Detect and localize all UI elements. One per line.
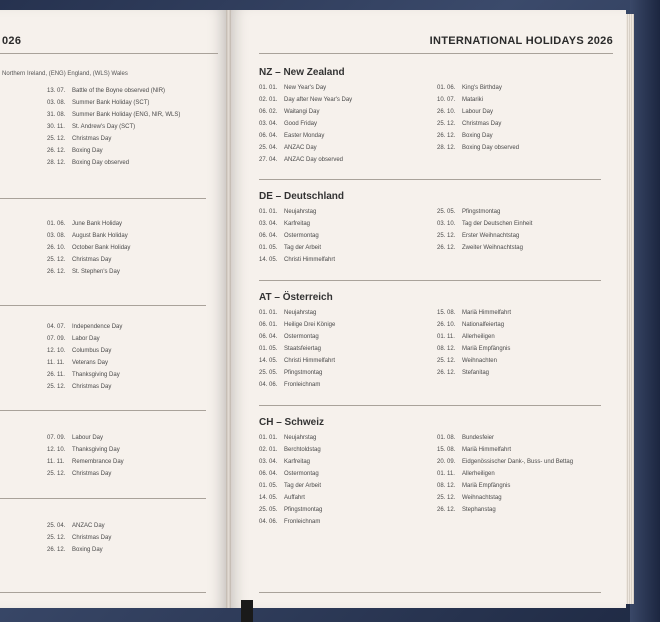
holiday-name: Boxing Day [462, 133, 493, 139]
holiday-date: 01. 01. [259, 209, 278, 215]
holiday-row [259, 82, 352, 94]
holiday-row [437, 94, 519, 106]
holiday-name: Stephanstag [462, 507, 496, 513]
holiday-name: Independence Day [72, 324, 123, 330]
holiday-row [47, 230, 130, 242]
ch-holidays-col2 [437, 432, 573, 516]
holiday-row [437, 230, 532, 242]
holiday-name: Christmas Day [462, 121, 502, 127]
holiday-name: August Bank Holiday [72, 233, 128, 239]
holiday-name: Boxing Day [72, 148, 103, 154]
holiday-row [437, 355, 511, 367]
at-holidays-col1 [259, 307, 335, 391]
holiday-date: 01. 01. [259, 435, 278, 441]
holiday-name: Heilige Drei Könige [284, 322, 336, 328]
holiday-row [47, 242, 130, 254]
holiday-date: 28. 12. [47, 160, 66, 166]
holiday-row [47, 109, 180, 121]
holiday-date: 08. 12. [437, 346, 456, 352]
holiday-name: Pfingstmontag [284, 370, 323, 376]
holiday-name: Stefanitag [462, 370, 490, 376]
holiday-name: June Bank Holiday [72, 221, 123, 227]
holiday-name: Fronleichnam [284, 519, 321, 525]
holiday-row [437, 492, 573, 504]
holiday-row [437, 82, 519, 94]
holiday-name: Weihnachtstag [462, 495, 502, 501]
ca-holiday-list [47, 432, 124, 480]
nz-holidays-col1 [259, 82, 352, 166]
holiday-date: 26. 12. [47, 148, 66, 154]
us-holiday-list [47, 321, 122, 393]
holiday-date: 31. 08. [47, 112, 66, 118]
holiday-date: 25. 05. [259, 370, 278, 376]
header-rule [259, 53, 613, 54]
holiday-date: 26. 12. [437, 133, 456, 139]
holiday-date: 03. 10. [437, 221, 456, 227]
ch-holidays-col1 [259, 432, 322, 528]
holiday-row [47, 85, 180, 97]
holiday-name: King's Birthday [462, 85, 502, 91]
holiday-name: New Year's Day [284, 85, 327, 91]
holiday-date: 04. 07. [47, 324, 66, 330]
holiday-row [437, 130, 519, 142]
holiday-date: 25. 04. [259, 145, 278, 151]
holiday-date: 04. 06. [259, 519, 278, 525]
holiday-name: Labour Day [72, 435, 104, 441]
holiday-date: 26. 12. [437, 370, 456, 376]
holiday-name: Neujahrstag [284, 435, 317, 441]
holiday-row [259, 468, 322, 480]
holiday-row [47, 97, 180, 109]
holiday-date: 07. 09. [47, 435, 66, 441]
holiday-date: 25. 12. [437, 233, 456, 239]
holiday-name: Allerheiligen [462, 334, 495, 340]
holiday-name: Staatsfeiertag [284, 346, 322, 352]
holiday-row [437, 106, 519, 118]
holiday-date: 15. 08. [437, 310, 456, 316]
holiday-row [437, 480, 573, 492]
holiday-name: Tag der Arbeit [284, 245, 322, 251]
holiday-date: 25. 12. [47, 384, 66, 390]
holiday-row [47, 468, 124, 480]
holiday-name: Karfreitag [284, 459, 311, 465]
holiday-row [437, 468, 573, 480]
holiday-date: 27. 04. [259, 157, 278, 163]
holiday-row [437, 432, 573, 444]
holiday-date: 06. 04. [259, 334, 278, 340]
nz-heading: NZ – New Zealand [259, 67, 345, 78]
holiday-row [47, 444, 124, 456]
left-page-header: 026 [2, 35, 22, 47]
holiday-row [259, 307, 335, 319]
holiday-date: 03. 08. [47, 233, 66, 239]
holiday-date: 11. 11. [47, 360, 65, 366]
section-rule [259, 405, 601, 406]
holiday-date: 26. 12. [437, 245, 456, 251]
holiday-date: 14. 05. [259, 257, 278, 263]
holiday-row [47, 345, 122, 357]
holiday-date: 08. 12. [437, 483, 456, 489]
holiday-name: ANZAC Day observed [284, 157, 344, 163]
holiday-row [47, 357, 122, 369]
holiday-row [259, 130, 352, 142]
holiday-name: St. Stephen's Day [72, 269, 120, 275]
holiday-row [259, 456, 322, 468]
holiday-name: Ostermontag [284, 233, 319, 239]
holiday-date: 01. 05. [259, 245, 278, 251]
section-rule [259, 280, 601, 281]
holiday-date: 14. 05. [259, 495, 278, 501]
holiday-date: 25. 12. [47, 535, 66, 541]
holiday-name: Summer Bank Holiday (ENG, NIR, WLS) [72, 112, 181, 118]
holiday-name: Eidgenössischer Dank-, Buss- und Bettag [462, 459, 574, 465]
holiday-name: St. Andrew's Day (SCT) [72, 124, 136, 130]
holiday-row [47, 218, 130, 230]
at-holidays-col2 [437, 307, 511, 379]
holiday-name: Weihnachten [462, 358, 497, 364]
section-rule [0, 592, 206, 593]
holiday-name: Good Friday [284, 121, 318, 127]
holiday-date: 25. 05. [437, 209, 456, 215]
holiday-row [437, 206, 532, 218]
holiday-name: Neujahrstag [284, 310, 317, 316]
holiday-date: 28. 12. [437, 145, 456, 151]
holiday-name: Christmas Day [72, 257, 112, 263]
holiday-row [259, 254, 335, 266]
holiday-row [259, 504, 322, 516]
holiday-row [437, 319, 511, 331]
holiday-row [47, 321, 122, 333]
holiday-date: 01. 08. [437, 435, 456, 441]
holiday-name: Day after New Year's Day [284, 97, 353, 103]
holiday-date: 26. 12. [47, 269, 66, 275]
holiday-date: 12. 10. [47, 348, 66, 354]
holiday-row [437, 444, 573, 456]
holiday-row [259, 142, 352, 154]
holiday-date: 25. 12. [437, 121, 456, 127]
holiday-date: 01. 06. [437, 85, 456, 91]
holiday-name: Tag der Arbeit [284, 483, 322, 489]
holiday-name: Veterans Day [72, 360, 109, 366]
holiday-name: Fronleichnam [284, 382, 321, 388]
holiday-row [47, 532, 111, 544]
holiday-name: Labour Day [462, 109, 494, 115]
right-page [231, 10, 626, 608]
holiday-name: Bundesfeier [462, 435, 495, 441]
holiday-row [259, 516, 322, 528]
holiday-row [259, 106, 352, 118]
holiday-name: Christmas Day [72, 471, 112, 477]
holiday-name: Christi Himmelfahrt [284, 358, 336, 364]
holiday-date: 03. 04. [259, 221, 278, 227]
holiday-name: Christmas Day [72, 535, 112, 541]
holiday-date: 26. 10. [47, 245, 66, 251]
holiday-name: Berchtoldstag [284, 447, 321, 453]
holiday-name: Christmas Day [72, 384, 112, 390]
holiday-name: Pfingstmontag [462, 209, 501, 215]
holiday-name: ANZAC Day [284, 145, 317, 151]
holiday-row [437, 218, 532, 230]
holiday-date: 04. 06. [259, 382, 278, 388]
holiday-name: Auffahrt [284, 495, 305, 501]
ie-holiday-list [47, 218, 130, 278]
holiday-name: Nationalfeiertag [462, 322, 505, 328]
holiday-date: 06. 04. [259, 133, 278, 139]
holiday-row [47, 254, 130, 266]
holiday-name: Mariä Empfängnis [462, 346, 511, 352]
holiday-row [259, 343, 335, 355]
de-holidays-col1 [259, 206, 335, 266]
holiday-row [437, 118, 519, 130]
holiday-date: 25. 12. [47, 471, 66, 477]
section-rule [0, 410, 206, 411]
holiday-name: Labor Day [72, 336, 100, 342]
holiday-row [47, 333, 122, 345]
holiday-name: Neujahrstag [284, 209, 317, 215]
holiday-row [437, 331, 511, 343]
holiday-date: 26. 10. [437, 109, 456, 115]
holiday-date: 10. 07. [437, 97, 456, 103]
holiday-name: Summer Bank Holiday (SCT) [72, 100, 150, 106]
at-heading: AT – Österreich [259, 292, 333, 303]
bookmark-ribbon[interactable] [241, 600, 253, 622]
holiday-row [259, 206, 335, 218]
holiday-date: 13. 07. [47, 88, 66, 94]
holiday-date: 06. 01. [259, 322, 278, 328]
holiday-date: 01. 01. [259, 85, 278, 91]
holiday-row [259, 432, 322, 444]
holiday-name: Tag der Deutschen Einheit [462, 221, 533, 227]
holiday-name: Battle of the Boyne observed (NIR) [72, 88, 166, 94]
holiday-row [437, 343, 511, 355]
uk-region-note: Northern Ireland, (ENG) England, (WLS) Wales [2, 71, 128, 77]
holiday-row [259, 118, 352, 130]
holiday-row [259, 94, 352, 106]
holiday-date: 26. 12. [47, 547, 66, 553]
holiday-row [47, 456, 124, 468]
uk-holiday-list [47, 85, 180, 169]
holiday-date: 25. 12. [437, 495, 456, 501]
holiday-name: Mariä Himmelfahrt [462, 447, 512, 453]
holiday-row [437, 367, 511, 379]
holiday-row [47, 381, 122, 393]
holiday-name: Ostermontag [284, 471, 319, 477]
holiday-date: 20. 09. [437, 459, 456, 465]
holiday-name: Pfingstmontag [284, 507, 323, 513]
holiday-name: October Bank Holiday [72, 245, 131, 251]
holiday-row [47, 520, 111, 532]
holiday-date: 26. 12. [437, 507, 456, 513]
holiday-row [259, 242, 335, 254]
holiday-name: Boxing Day observed [462, 145, 520, 151]
holiday-row [47, 157, 180, 169]
holiday-row [437, 456, 573, 468]
holiday-row [437, 504, 573, 516]
holiday-date: 25. 04. [47, 523, 66, 529]
holiday-row [47, 369, 122, 381]
holiday-row [259, 379, 335, 391]
holiday-date: 15. 08. [437, 447, 456, 453]
de-heading: DE – Deutschland [259, 191, 345, 202]
holiday-date: 03. 04. [259, 121, 278, 127]
section-rule [0, 498, 206, 499]
section-rule [259, 592, 601, 593]
holiday-date: 25. 12. [47, 257, 66, 263]
ch-heading: CH – Schweiz [259, 417, 325, 428]
section-rule [259, 179, 601, 180]
holiday-date: 06. 04. [259, 471, 278, 477]
holiday-row [47, 145, 180, 157]
holiday-row [259, 218, 335, 230]
holiday-date: 26. 11. [47, 372, 65, 378]
page-stack [626, 14, 634, 604]
au-holiday-list [47, 520, 111, 556]
holiday-date: 02. 01. [259, 97, 278, 103]
holiday-date: 30. 11. [47, 124, 65, 130]
right-page-header: INTERNATIONAL HOLIDAYS 2026 [429, 35, 613, 47]
holiday-date: 06. 04. [259, 233, 278, 239]
holiday-date: 01. 05. [259, 346, 278, 352]
holiday-row [259, 444, 322, 456]
holiday-date: 01. 11. [437, 334, 455, 340]
holiday-row [47, 121, 180, 133]
holiday-row [259, 230, 335, 242]
holiday-name: Erster Weihnachtstag [462, 233, 520, 239]
holiday-row [259, 367, 335, 379]
holiday-date: 25. 12. [47, 136, 66, 142]
holiday-row [47, 544, 111, 556]
holiday-date: 01. 01. [259, 310, 278, 316]
holiday-name: Christi Himmelfahrt [284, 257, 336, 263]
cover-edge [630, 0, 660, 622]
holiday-date: 03. 04. [259, 459, 278, 465]
holiday-name: Thanksgiving Day [72, 447, 120, 453]
holiday-name: Allerheiligen [462, 471, 495, 477]
nz-holidays-col2 [437, 82, 519, 154]
holiday-row [259, 355, 335, 367]
holiday-name: Waitangi Day [284, 109, 320, 115]
section-rule [0, 198, 206, 199]
holiday-row [47, 266, 130, 278]
holiday-name: Christmas Day [72, 136, 112, 142]
holiday-date: 25. 05. [259, 507, 278, 513]
holiday-row [259, 154, 352, 166]
holiday-date: 01. 06. [47, 221, 66, 227]
header-rule [0, 53, 218, 54]
holiday-name: Karfreitag [284, 221, 311, 227]
holiday-name: Zweiter Weihnachtstag [462, 245, 523, 251]
holiday-date: 03. 08. [47, 100, 66, 106]
holiday-name: Matariki [462, 97, 484, 103]
holiday-date: 11. 11. [47, 459, 65, 465]
holiday-name: Ostermontag [284, 334, 319, 340]
holiday-name: Mariä Himmelfahrt [462, 310, 512, 316]
holiday-name: Boxing Day [72, 547, 103, 553]
holiday-date: 07. 09. [47, 336, 66, 342]
holiday-date: 02. 01. [259, 447, 278, 453]
holiday-row [259, 331, 335, 343]
holiday-row [437, 142, 519, 154]
holiday-name: Boxing Day observed [72, 160, 130, 166]
holiday-name: Remembrance Day [72, 459, 124, 465]
holiday-row [259, 480, 322, 492]
holiday-name: Columbus Day [72, 348, 112, 354]
holiday-row [259, 492, 322, 504]
holiday-name: Thanksgiving Day [72, 372, 120, 378]
holiday-date: 14. 05. [259, 358, 278, 364]
holiday-row [47, 432, 124, 444]
holiday-row [437, 307, 511, 319]
holiday-row [437, 242, 532, 254]
de-holidays-col2 [437, 206, 532, 254]
holiday-date: 01. 05. [259, 483, 278, 489]
holiday-name: Easter Monday [284, 133, 325, 139]
section-rule [0, 305, 206, 306]
holiday-name: ANZAC Day [72, 523, 105, 529]
holiday-date: 12. 10. [47, 447, 66, 453]
holiday-date: 01. 11. [437, 471, 455, 477]
holiday-row [259, 319, 335, 331]
left-page [0, 10, 226, 608]
holiday-date: 06. 02. [259, 109, 278, 115]
holiday-row [47, 133, 180, 145]
holiday-date: 26. 10. [437, 322, 456, 328]
holiday-date: 25. 12. [437, 358, 456, 364]
holiday-name: Mariä Empfängnis [462, 483, 511, 489]
